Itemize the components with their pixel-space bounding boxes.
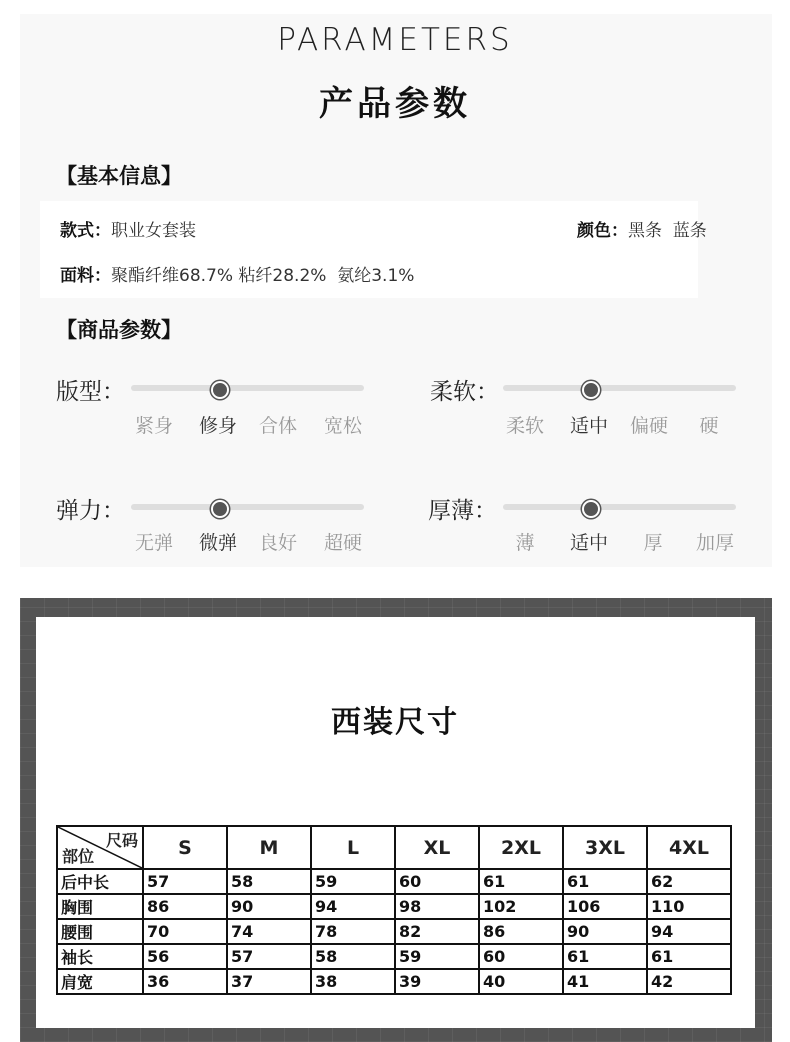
table-row [57,944,731,969]
slider-thickness-option: 厚 [643,532,663,554]
table-row [57,969,731,994]
table-row [57,894,731,919]
slider-elasticity-option: 无弹 [134,532,174,554]
table-cell: 94 [647,919,731,944]
table-cell: 56 [143,944,227,969]
table-cell: 37 [227,969,311,994]
slider-fit-option: 宽松 [323,415,363,437]
slider-softness-label: 柔软： [430,379,499,405]
style-row [60,216,196,241]
slider-thickness-option: 加厚 [695,532,735,554]
slider-thickness-option: 适中 [569,532,609,554]
size-header: XL [395,826,479,869]
size-header: L [311,826,395,869]
table-cell: 78 [311,919,395,944]
slider-thickness [428,492,740,562]
size-header: M [227,826,311,869]
fabric-value: 聚酯纤维68.7% 粘纤28.2% 氨纶3.1% [111,266,415,286]
table-cell: 61 [647,944,731,969]
slider-elasticity-label: 弹力： [56,498,125,524]
table-cell: 74 [227,919,311,944]
slider-fit [56,373,366,443]
table-cell: 90 [227,894,311,919]
table-cell: 40 [479,969,563,994]
table-cell: 86 [143,894,227,919]
slider-thickness-knob [582,500,600,518]
table-cell: 58 [227,869,311,894]
size-header: 3XL [563,826,647,869]
table-cell: 57 [143,869,227,894]
slider-softness-track [503,385,736,391]
size-chart-title: 西装尺寸 [331,705,459,740]
slider-softness-option: 柔软 [505,415,545,437]
slider-fit-knob [211,381,229,399]
table-cell: 62 [647,869,731,894]
table-cell: 82 [395,919,479,944]
slider-softness-knob [582,381,600,399]
table-cell: 57 [227,944,311,969]
color-row [577,216,707,241]
table-cell: 58 [311,944,395,969]
table-cell: 42 [647,969,731,994]
table-cell: 90 [563,919,647,944]
slider-softness-option: 适中 [569,415,609,437]
table-cell: 60 [479,944,563,969]
size-header: 2XL [479,826,563,869]
style-value: 职业女套装 [111,221,196,241]
slider-thickness-option: 薄 [515,532,535,554]
table-cell: 61 [563,869,647,894]
table-cell: 86 [479,919,563,944]
size-header: 4XL [647,826,731,869]
chinese-title: 产品参数 [319,84,471,124]
table-cell: 94 [311,894,395,919]
table-cell: 59 [311,869,395,894]
part-name: 胸围 [57,894,143,919]
part-name: 肩宽 [57,969,143,994]
slider-elasticity-track [131,504,364,510]
table-cell: 110 [647,894,731,919]
table-cell: 106 [563,894,647,919]
slider-softness-option: 硬 [699,415,719,437]
slider-elasticity [56,492,366,562]
part-name: 袖长 [57,944,143,969]
table-cell: 61 [563,944,647,969]
size-table [56,825,732,995]
table-cell: 102 [479,894,563,919]
slider-fit-option: 修身 [198,415,238,437]
slider-thickness-label: 厚薄： [428,498,497,524]
part-name: 后中长 [57,869,143,894]
fabric-row [60,261,414,286]
table-cell: 38 [311,969,395,994]
product-params-heading: 【商品参数】 [56,318,182,342]
table-cell: 36 [143,969,227,994]
slider-fit-option: 合体 [258,415,298,437]
table-cell: 70 [143,919,227,944]
table-cell: 59 [395,944,479,969]
slider-elasticity-option: 微弹 [198,532,238,554]
table-row [57,869,731,894]
corner-size-label: 尺码 [105,831,138,850]
table-cell: 39 [395,969,479,994]
color-value: 黑条 蓝条 [628,221,707,241]
fabric-key: 面料： [60,266,111,286]
part-name: 腰围 [57,919,143,944]
slider-softness [430,373,740,443]
size-header: S [143,826,227,869]
english-title: PARAMETERS [277,22,513,58]
slider-thickness-track [503,504,736,510]
slider-fit-option: 紧身 [134,415,174,437]
table-corner [57,826,143,869]
slider-elasticity-option: 良好 [258,532,298,554]
table-cell: 60 [395,869,479,894]
table-cell: 98 [395,894,479,919]
table-cell: 41 [563,969,647,994]
color-key: 颜色： [577,221,628,241]
size-header-row [57,826,731,869]
corner-part-label: 部位 [62,847,95,866]
table-cell: 61 [479,869,563,894]
slider-elasticity-knob [211,500,229,518]
slider-fit-label: 版型： [56,379,125,405]
basic-info-heading: 【基本信息】 [56,164,182,188]
slider-softness-option: 偏硬 [629,415,669,437]
slider-elasticity-option: 超硬 [323,532,363,554]
table-row [57,919,731,944]
style-key: 款式： [60,221,111,241]
slider-fit-track [131,385,364,391]
